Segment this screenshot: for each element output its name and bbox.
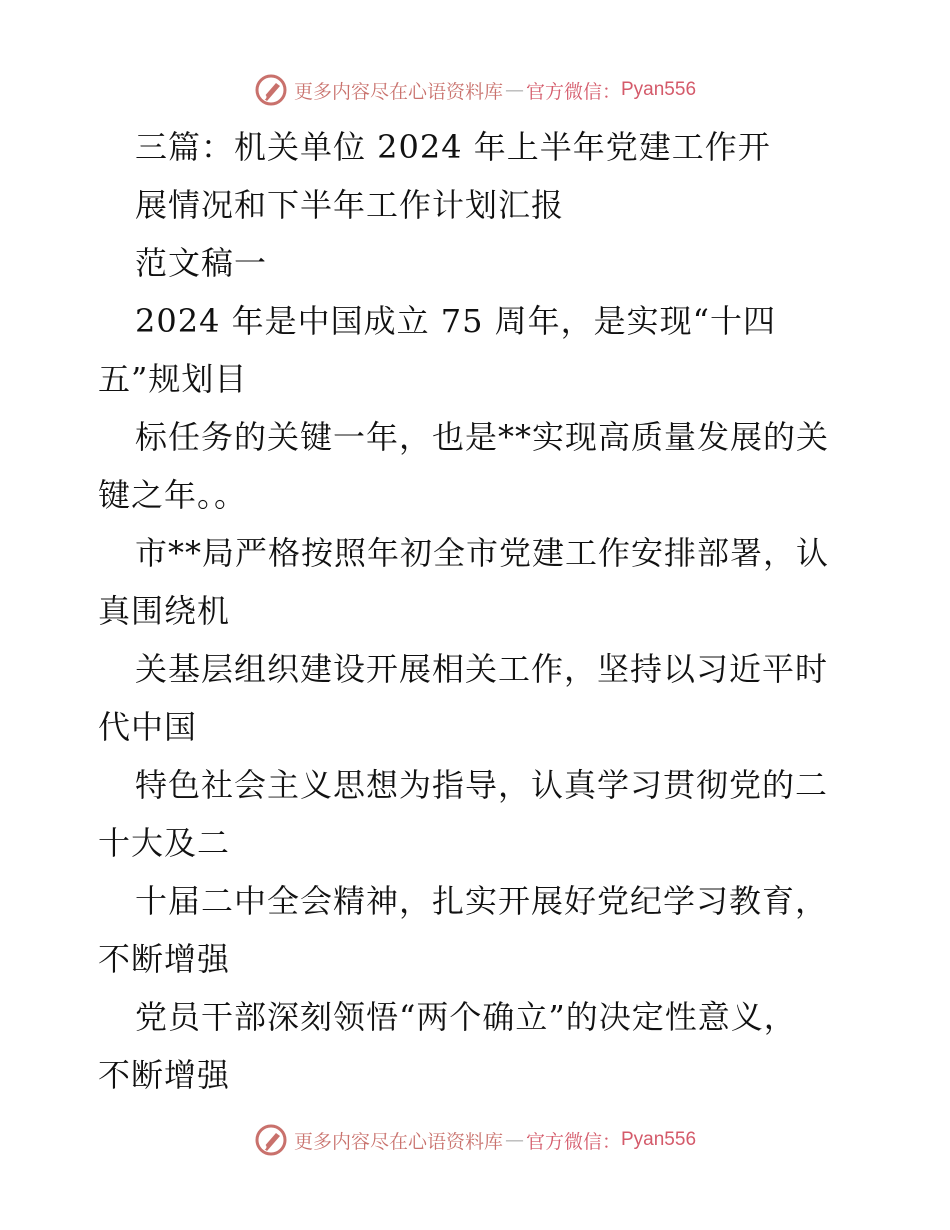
pen-seal-icon	[254, 73, 288, 107]
paragraph-line: 真围绕机	[98, 592, 231, 630]
paragraph-line: 特色社会主义思想为指导，认真学习贯彻党的二	[135, 766, 829, 804]
watermark-contact-label: 官方微信：	[525, 80, 621, 103]
paragraph-line: 不断增强	[98, 940, 231, 978]
watermark-main-text: 更多内容尽在心语资料库	[293, 80, 503, 103]
watermark-main-text: 更多内容尽在心语资料库	[293, 1130, 503, 1153]
watermark-separator: —	[504, 1129, 524, 1151]
paragraph-line: 十届二中全会精神，扎实开展好党纪学习教育，	[135, 882, 829, 920]
paragraph-line: 不断增强	[98, 1056, 231, 1094]
paragraph-line: 市**局严格按照年初全市党建工作安排部署，认	[135, 534, 830, 572]
document-body	[0, 118, 950, 1104]
paragraph-line: 十大及二	[98, 824, 231, 862]
pen-seal-icon	[254, 1123, 288, 1157]
subtitle-line: 范文稿一	[135, 244, 268, 282]
paragraph-line: 五”规划目	[98, 360, 248, 398]
paragraph-line: 标任务的关键一年，也是**实现高质量发展的关	[135, 418, 830, 456]
paragraph-line: 键之年。。	[98, 476, 248, 514]
paragraph-line: 2024 年是中国成立 75 周年，是实现“十四	[135, 302, 777, 340]
watermark-handle: Pyan556	[621, 1129, 697, 1150]
title-line-2: 展情况和下半年工作计划汇报	[135, 186, 565, 224]
header-watermark	[0, 72, 950, 108]
watermark-separator: —	[504, 79, 524, 101]
footer-watermark	[0, 1122, 950, 1158]
paragraph-line: 关基层组织建设开展相关工作，坚持以习近平时	[135, 650, 829, 688]
paragraph-line: 代中国	[98, 708, 198, 746]
title-line-1: 三篇：机关单位 2024 年上半年党建工作开	[135, 128, 771, 166]
watermark-handle: Pyan556	[621, 79, 697, 100]
paragraph-line: 党员干部深刻领悟“两个确立”的决定性意义，	[135, 998, 797, 1036]
watermark-contact-label: 官方微信：	[525, 1130, 621, 1153]
